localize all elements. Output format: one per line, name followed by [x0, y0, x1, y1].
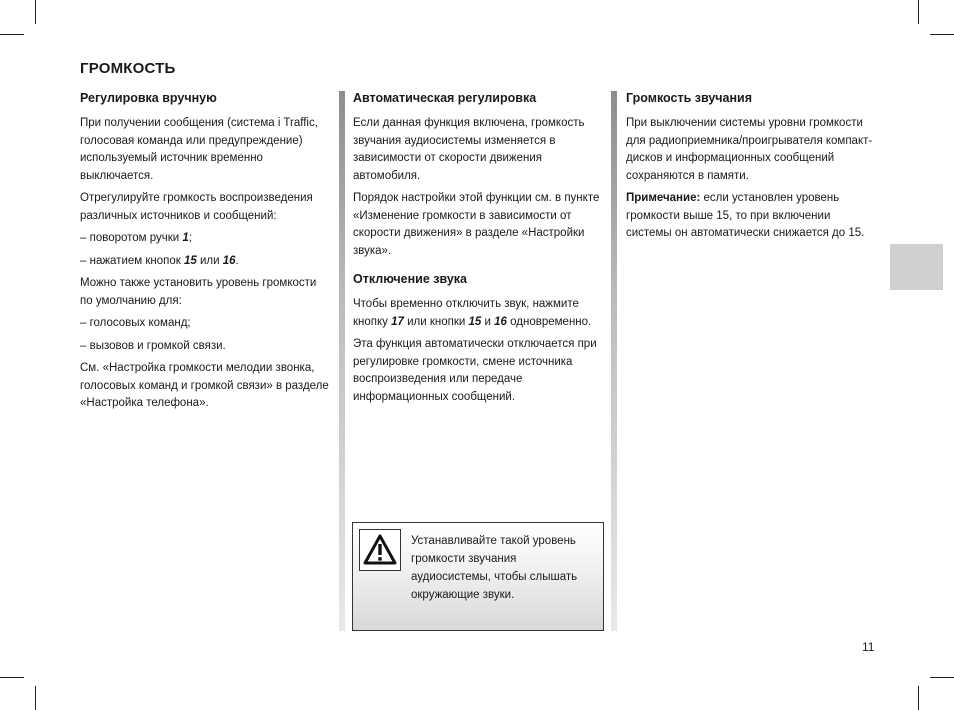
- paragraph: При выключении системы уровни громкости для радиоприемника/проигрывателя компакт-дисков и информационных сообщений сохраняются в памяти.: [626, 117, 873, 182]
- list-item: – нажатием кнопок 15 или 16.: [80, 254, 239, 267]
- page-number: 11: [862, 640, 875, 654]
- crop-mark: [918, 686, 919, 710]
- crop-mark: [918, 0, 919, 24]
- control-number: 16: [222, 254, 236, 267]
- paragraph: Если данная функция включена, громкость звучания аудиосистемы изменяется в зависимости от скорости движения автомобиля.: [353, 117, 585, 182]
- column-manual-adjustment: [80, 91, 332, 418]
- list-item: – поворотом ручки 1;: [80, 232, 193, 244]
- paragraph: Чтобы временно отключить звук, нажмите кнопку 17 или кнопки 15 и 16 одновременно.: [353, 298, 592, 328]
- note-label: Примечание:: [626, 192, 701, 204]
- paragraph: См. «Настройка громкости мелодии звонка, голосовых команд и громкой связи» в разделе «Настройка телефона».: [80, 362, 329, 409]
- paragraph: При получении сообщения (система i Traffic, голосовая команда или предупреждение) используемый источник временно выключается.: [80, 117, 318, 182]
- note-paragraph: Примечание: если установлен уровень громкости выше 15, то при включении системы он автоматически снижается до 15.: [626, 192, 865, 239]
- section-heading-automatic: Автоматическая регулировка: [353, 91, 537, 105]
- paragraph: Эта функция автоматически отключается при регулировке громкости, смене источника воспроизведения или передаче информационных сообщений.: [353, 338, 597, 403]
- warning-text: Устанавливайте такой уровень громкости звучания аудиосистемы, чтобы слышать окружающие звуки.: [411, 535, 578, 601]
- list-item: – вызовов и громкой связи.: [80, 339, 226, 352]
- column-divider-bar: [611, 91, 617, 631]
- column-divider-bar: [339, 91, 345, 631]
- control-number: 16: [494, 315, 507, 328]
- crop-mark: [0, 34, 24, 35]
- section-heading-mute: Отключение звука: [353, 272, 468, 286]
- column-volume-level: [626, 91, 878, 248]
- warning-box: [352, 522, 604, 631]
- column-automatic-adjustment: [353, 91, 605, 411]
- crop-mark: [35, 0, 36, 24]
- paragraph: Порядок настройки этой функции см. в пункте «Изменение громкости в зависимости от скорости движения» в разделе «Настройки звука».: [353, 192, 600, 257]
- crop-mark: [930, 677, 954, 678]
- control-number: 1: [182, 232, 189, 244]
- chapter-tab: [890, 244, 943, 290]
- paragraph: Можно также установить уровень громкости по умолчанию для:: [80, 277, 317, 307]
- page-title: ГРОМКОСТЬ: [80, 60, 176, 77]
- control-number: 15: [468, 315, 482, 328]
- section-heading-volume: Громкость звучания: [626, 91, 753, 105]
- list-item: – голосовых команд;: [80, 317, 191, 329]
- section-heading-manual: Регулировка вручную: [80, 91, 217, 105]
- control-number: 15: [184, 254, 197, 267]
- warning-triangle-icon: [359, 529, 401, 571]
- paragraph: Отрегулируйте громкость воспроизведения различных источников и сообщений:: [80, 192, 313, 222]
- crop-mark: [35, 686, 36, 710]
- crop-mark: [0, 677, 24, 678]
- control-number: 17: [391, 315, 404, 328]
- crop-mark: [930, 34, 954, 35]
